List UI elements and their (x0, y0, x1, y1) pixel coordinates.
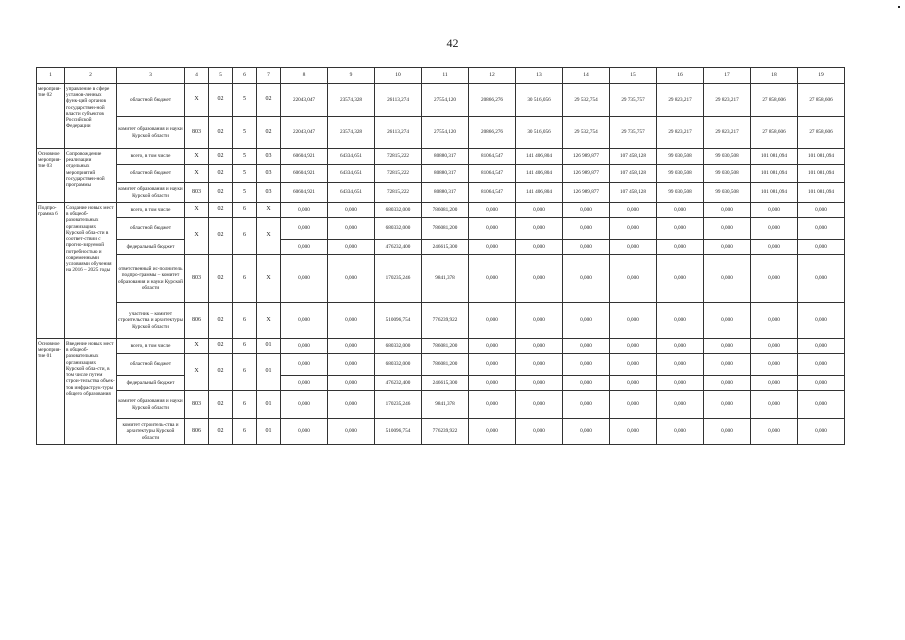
column-number: 12 (469, 68, 516, 84)
table-row (37, 419, 845, 445)
year-amount-cell: 99 030,508 (657, 149, 704, 165)
year-amount-cell: 0,000 (704, 339, 751, 354)
year-amount-cell: 0,000 (798, 354, 845, 376)
year-amount-cell: 0,000 (657, 218, 704, 240)
year-amount-cell: 0,000 (516, 203, 563, 218)
column-number: 1 (37, 68, 65, 84)
budget-code-cell: 803 (185, 117, 209, 149)
year-amount-cell: 786081,200 (422, 203, 469, 218)
year-amount-cell: 476232,400 (375, 240, 422, 255)
year-amount-cell: 0,000 (516, 303, 563, 339)
year-amount-cell: 23574,328 (328, 117, 375, 149)
budget-code-cell: 02 (209, 391, 233, 419)
year-amount-cell: 170235,246 (375, 391, 422, 419)
year-amount-cell: 0,000 (563, 391, 610, 419)
budget-code-cell: X (257, 218, 281, 255)
year-amount-cell: 27554,120 (422, 84, 469, 117)
column-number: 13 (516, 68, 563, 84)
year-amount-cell: 0,000 (657, 376, 704, 391)
year-amount-cell: 0,000 (704, 354, 751, 376)
year-amount-cell: 0,000 (516, 354, 563, 376)
year-amount-cell: 0,000 (798, 240, 845, 255)
year-amount-cell: 81064,547 (469, 149, 516, 165)
year-amount-cell: 0,000 (798, 303, 845, 339)
year-amount-cell: 0,000 (469, 240, 516, 255)
budget-code-cell: X (185, 84, 209, 117)
column-number: 18 (751, 68, 798, 84)
year-amount-cell: 680332,000 (375, 218, 422, 240)
year-amount-cell: 0,000 (610, 354, 657, 376)
year-amount-cell: 81064,547 (469, 165, 516, 183)
year-amount-cell: 0,000 (281, 376, 328, 391)
year-amount-cell: 0,000 (657, 419, 704, 445)
year-amount-cell: 23574,328 (328, 84, 375, 117)
year-amount-cell: 0,000 (516, 218, 563, 240)
year-amount-cell: 0,000 (798, 391, 845, 419)
budget-code-cell: 803 (185, 183, 209, 203)
column-number: 19 (798, 68, 845, 84)
year-amount-cell: 29 823,217 (657, 84, 704, 117)
budget-code-cell: X (257, 203, 281, 218)
year-amount-cell: 0,000 (281, 419, 328, 445)
budget-code-cell: 02 (209, 165, 233, 183)
measure-name-cell: Создание новых мест в общеоб-разовательных организациях Курской обла-сти в соответ-ствии с прогно-зируемой потребностью и современными условиями обучения на 2016 – 2025 годы (65, 203, 117, 339)
budget-code-cell: 02 (209, 84, 233, 117)
table-row (37, 391, 845, 419)
budget-code-cell: X (185, 354, 209, 391)
year-amount-cell: 0,000 (469, 354, 516, 376)
year-amount-cell: 0,000 (281, 339, 328, 354)
year-amount-cell: 0,000 (704, 255, 751, 303)
year-amount-cell: 72815,222 (375, 165, 422, 183)
column-number: 14 (563, 68, 610, 84)
budget-code-cell: 03 (257, 183, 281, 203)
budget-code-cell: 02 (209, 419, 233, 445)
year-amount-cell: 0,000 (751, 391, 798, 419)
year-amount-cell: 9841,378 (422, 391, 469, 419)
table-row (37, 165, 845, 183)
budget-code-cell: 02 (257, 117, 281, 149)
year-amount-cell: 0,000 (657, 354, 704, 376)
year-amount-cell: 22043,047 (281, 84, 328, 117)
table-row (37, 339, 845, 354)
year-amount-cell: 0,000 (516, 376, 563, 391)
year-amount-cell: 0,000 (751, 203, 798, 218)
year-amount-cell: 26113,274 (375, 84, 422, 117)
year-amount-cell: 0,000 (328, 303, 375, 339)
year-amount-cell: 0,000 (563, 218, 610, 240)
measure-status-cell: Подпро-грамма 6 (37, 203, 65, 339)
budget-code-cell: 6 (233, 354, 257, 391)
year-amount-cell: 0,000 (563, 354, 610, 376)
year-amount-cell: 60604,921 (281, 183, 328, 203)
year-amount-cell: 101 081,094 (798, 183, 845, 203)
year-amount-cell: 126 989,877 (563, 165, 610, 183)
year-amount-cell: 101 081,094 (751, 149, 798, 165)
table-row (37, 354, 845, 376)
year-amount-cell: 0,000 (610, 303, 657, 339)
year-amount-cell: 0,000 (657, 339, 704, 354)
table-row (37, 218, 845, 240)
year-amount-cell: 29 532,754 (563, 117, 610, 149)
table-row (37, 149, 845, 165)
funding-source-cell: комитет образования и науки Курской области (117, 183, 185, 203)
funding-source-cell: областной бюджет (117, 165, 185, 183)
funding-source-cell: областной бюджет (117, 84, 185, 117)
measure-name-cell: Сопровождение реализации отдельных мероприятий государствен-ной программы (65, 149, 117, 203)
year-amount-cell: 99 030,508 (657, 183, 704, 203)
budget-code-cell: 6 (233, 419, 257, 445)
column-number: 17 (704, 68, 751, 84)
year-amount-cell: 80880,317 (422, 183, 469, 203)
year-amount-cell: 0,000 (657, 240, 704, 255)
year-amount-cell: 0,000 (657, 203, 704, 218)
year-amount-cell: 0,000 (610, 240, 657, 255)
year-amount-cell: 0,000 (516, 240, 563, 255)
funding-source-cell: федеральный бюджет (117, 240, 185, 255)
year-amount-cell: 80880,317 (422, 165, 469, 183)
year-amount-cell: 0,000 (469, 255, 516, 303)
year-amount-cell: 0,000 (751, 354, 798, 376)
budget-code-cell: 02 (209, 149, 233, 165)
year-amount-cell: 27 858,606 (751, 84, 798, 117)
year-amount-cell: 0,000 (798, 203, 845, 218)
year-amount-cell: 0,000 (657, 391, 704, 419)
year-amount-cell: 60604,921 (281, 165, 328, 183)
year-amount-cell: 29 823,217 (657, 117, 704, 149)
year-amount-cell: 0,000 (704, 376, 751, 391)
budget-code-cell: X (185, 165, 209, 183)
year-amount-cell: 26113,274 (375, 117, 422, 149)
year-amount-cell: 0,000 (328, 339, 375, 354)
budget-code-cell: X (185, 149, 209, 165)
year-amount-cell: 786081,200 (422, 339, 469, 354)
year-amount-cell: 29 532,754 (563, 84, 610, 117)
funding-source-cell: комитет образования и науки Курской области (117, 117, 185, 149)
budget-code-cell: 6 (233, 339, 257, 354)
year-amount-cell: 27 858,606 (798, 117, 845, 149)
year-amount-cell: 0,000 (563, 339, 610, 354)
year-amount-cell: 0,000 (563, 376, 610, 391)
year-amount-cell: 107 458,128 (610, 183, 657, 203)
year-amount-cell: 776239,922 (422, 419, 469, 445)
page-number: 42 (446, 36, 459, 50)
year-amount-cell: 101 081,094 (751, 183, 798, 203)
year-amount-cell: 0,000 (563, 203, 610, 218)
funding-source-cell: участник – комитет строительства и архитектуры Курской области (117, 303, 185, 339)
budget-code-cell: 02 (209, 117, 233, 149)
year-amount-cell: 0,000 (469, 391, 516, 419)
budget-code-cell: 6 (233, 218, 257, 255)
column-number: 2 (65, 68, 117, 84)
year-amount-cell: 99 030,508 (704, 165, 751, 183)
budget-code-cell: 01 (257, 391, 281, 419)
year-amount-cell: 776239,922 (422, 303, 469, 339)
year-amount-cell: 0,000 (328, 354, 375, 376)
year-amount-cell: 0,000 (281, 303, 328, 339)
year-amount-cell: 0,000 (798, 339, 845, 354)
year-amount-cell: 141 406,804 (516, 165, 563, 183)
year-amount-cell: 0,000 (704, 218, 751, 240)
measure-name-cell: управление в сфере установ-ленных функ-ций органов государствен-ной власти субъектов Российской Федерации (65, 84, 117, 149)
year-amount-cell: 0,000 (563, 240, 610, 255)
year-amount-cell: 9841,378 (422, 255, 469, 303)
budget-code-cell: 5 (233, 84, 257, 117)
budget-code-cell: 03 (257, 149, 281, 165)
year-amount-cell: 0,000 (563, 255, 610, 303)
year-amount-cell: 680332,000 (375, 203, 422, 218)
year-amount-cell: 0,000 (751, 255, 798, 303)
year-amount-cell: 0,000 (657, 303, 704, 339)
column-number: 11 (422, 68, 469, 84)
year-amount-cell: 0,000 (657, 255, 704, 303)
year-amount-cell: 0,000 (563, 419, 610, 445)
budget-code-cell: 02 (209, 203, 233, 218)
year-amount-cell: 170235,246 (375, 255, 422, 303)
year-amount-cell: 0,000 (610, 376, 657, 391)
year-amount-cell: 0,000 (469, 203, 516, 218)
year-amount-cell: 0,000 (610, 203, 657, 218)
year-amount-cell: 101 081,094 (798, 149, 845, 165)
funding-source-cell: областной бюджет (117, 218, 185, 240)
year-amount-cell: 0,000 (516, 255, 563, 303)
year-amount-cell: 60604,921 (281, 149, 328, 165)
measure-status-cell: мероприя-тие 02 (37, 84, 65, 149)
year-amount-cell: 0,000 (610, 218, 657, 240)
year-amount-cell: 29 735,757 (610, 117, 657, 149)
budget-code-cell: 5 (233, 165, 257, 183)
column-number: 6 (233, 68, 257, 84)
budget-code-cell: 02 (209, 354, 233, 391)
year-amount-cell: 0,000 (469, 376, 516, 391)
budget-code-cell: 01 (257, 339, 281, 354)
year-amount-cell: 510096,754 (375, 419, 422, 445)
year-amount-cell: 0,000 (798, 255, 845, 303)
year-amount-cell: 81064,547 (469, 183, 516, 203)
year-amount-cell: 64334,651 (328, 183, 375, 203)
year-amount-cell: 80880,317 (422, 149, 469, 165)
column-number: 4 (185, 68, 209, 84)
year-amount-cell: 0,000 (469, 419, 516, 445)
funding-source-cell: федеральный бюджет (117, 376, 185, 391)
year-amount-cell: 0,000 (751, 240, 798, 255)
year-amount-cell: 0,000 (516, 339, 563, 354)
year-amount-cell: 786081,200 (422, 354, 469, 376)
budget-code-cell: 5 (233, 117, 257, 149)
budget-code-cell: 5 (233, 149, 257, 165)
year-amount-cell: 0,000 (610, 391, 657, 419)
year-amount-cell: 29 823,217 (704, 117, 751, 149)
year-amount-cell: 0,000 (610, 419, 657, 445)
table-row (37, 203, 845, 218)
column-number: 10 (375, 68, 422, 84)
year-amount-cell: 0,000 (751, 339, 798, 354)
year-amount-cell: 0,000 (328, 376, 375, 391)
funding-source-cell: всего, в том числе (117, 339, 185, 354)
column-number: 16 (657, 68, 704, 84)
table-row (37, 255, 845, 303)
funding-source-cell: комитет строитель-ства и архитектуры Курской области (117, 419, 185, 445)
year-amount-cell: 0,000 (516, 419, 563, 445)
budget-code-cell: 806 (185, 303, 209, 339)
budget-code-cell: 6 (233, 203, 257, 218)
budget-code-cell: 806 (185, 419, 209, 445)
table-row (37, 183, 845, 203)
year-amount-cell: 126 989,877 (563, 183, 610, 203)
year-amount-cell: 0,000 (516, 391, 563, 419)
budget-code-cell: 01 (257, 354, 281, 391)
budget-code-cell: 02 (209, 339, 233, 354)
year-amount-cell: 126 989,877 (563, 149, 610, 165)
year-amount-cell: 510096,754 (375, 303, 422, 339)
column-number: 9 (328, 68, 375, 84)
funding-source-cell: областной бюджет (117, 354, 185, 376)
year-amount-cell: 0,000 (798, 376, 845, 391)
year-amount-cell: 0,000 (328, 391, 375, 419)
year-amount-cell: 0,000 (328, 218, 375, 240)
budget-code-cell: 01 (257, 419, 281, 445)
budget-code-cell: X (257, 255, 281, 303)
year-amount-cell: 0,000 (328, 203, 375, 218)
year-amount-cell: 29 823,217 (704, 84, 751, 117)
year-amount-cell: 0,000 (328, 419, 375, 445)
year-amount-cell: 29 735,757 (610, 84, 657, 117)
year-amount-cell: 0,000 (469, 218, 516, 240)
year-amount-cell: 0,000 (328, 240, 375, 255)
year-amount-cell: 786081,200 (422, 218, 469, 240)
table-row (37, 303, 845, 339)
table-row (37, 117, 845, 149)
year-amount-cell: 0,000 (469, 339, 516, 354)
year-amount-cell: 680332,000 (375, 339, 422, 354)
year-amount-cell: 0,000 (610, 255, 657, 303)
year-amount-cell: 0,000 (704, 240, 751, 255)
year-amount-cell: 246615,300 (422, 240, 469, 255)
year-amount-cell: 27 858,606 (798, 84, 845, 117)
year-amount-cell: 0,000 (751, 376, 798, 391)
year-amount-cell: 0,000 (798, 218, 845, 240)
year-amount-cell: 0,000 (704, 419, 751, 445)
budget-code-cell: 02 (209, 183, 233, 203)
year-amount-cell: 107 458,128 (610, 149, 657, 165)
year-amount-cell: 0,000 (469, 303, 516, 339)
year-amount-cell: 22043,047 (281, 117, 328, 149)
year-amount-cell: 141 406,804 (516, 183, 563, 203)
year-amount-cell: 64334,651 (328, 165, 375, 183)
year-amount-cell: 0,000 (281, 354, 328, 376)
year-amount-cell: 64334,651 (328, 149, 375, 165)
budget-code-cell: 6 (233, 255, 257, 303)
table-row (37, 240, 845, 255)
year-amount-cell: 476232,400 (375, 376, 422, 391)
column-number: 3 (117, 68, 185, 84)
budget-code-cell: 03 (257, 165, 281, 183)
year-amount-cell: 0,000 (281, 240, 328, 255)
year-amount-cell: 30 516,056 (516, 84, 563, 117)
budget-code-cell: 02 (209, 218, 233, 255)
budget-code-cell: X (185, 218, 209, 255)
budget-code-cell: 6 (233, 303, 257, 339)
year-amount-cell: 72815,222 (375, 149, 422, 165)
year-amount-cell: 72815,222 (375, 183, 422, 203)
budget-code-cell: 5 (233, 183, 257, 203)
year-amount-cell: 99 030,508 (704, 149, 751, 165)
year-amount-cell: 0,000 (610, 339, 657, 354)
year-amount-cell: 0,000 (751, 419, 798, 445)
year-amount-cell: 246615,300 (422, 376, 469, 391)
year-amount-cell: 0,000 (798, 419, 845, 445)
measure-name-cell: Введение новых мест в общеоб-разовательных организациях Курской обла-сти, в том числе путем строи-тельства объек-тов инфраструк-туры общего образования (65, 339, 117, 445)
budget-code-cell: 02 (209, 303, 233, 339)
year-amount-cell: 0,000 (328, 255, 375, 303)
year-amount-cell: 680332,000 (375, 354, 422, 376)
year-amount-cell: 0,000 (281, 218, 328, 240)
year-amount-cell: 101 081,094 (751, 165, 798, 183)
column-number: 7 (257, 68, 281, 84)
year-amount-cell: 0,000 (704, 391, 751, 419)
year-amount-cell: 27554,120 (422, 117, 469, 149)
funding-source-cell: всего, в том числе (117, 203, 185, 218)
measure-status-cell: Основное мероприя-тие 01 (37, 339, 65, 445)
year-amount-cell: 0,000 (751, 303, 798, 339)
column-number: 8 (281, 68, 328, 84)
table-row (37, 84, 845, 117)
table-row (37, 376, 845, 391)
year-amount-cell: 0,000 (751, 218, 798, 240)
column-number: 15 (610, 68, 657, 84)
funding-source-cell: ответственный ис-полнитель подпро-граммы – комитет образования и науки Курской области (117, 255, 185, 303)
budget-code-cell: X (257, 303, 281, 339)
year-amount-cell: 20866,276 (469, 84, 516, 117)
year-amount-cell: 0,000 (704, 203, 751, 218)
budget-code-cell: 803 (185, 255, 209, 303)
scan-mark (898, 6, 900, 8)
program-funding-table (36, 67, 845, 445)
budget-code-cell: X (185, 203, 209, 218)
funding-source-cell: всего, в том числе (117, 149, 185, 165)
measure-status-cell: Основное мероприя-тие 03 (37, 149, 65, 203)
column-number: 5 (209, 68, 233, 84)
year-amount-cell: 27 858,606 (751, 117, 798, 149)
year-amount-cell: 0,000 (281, 203, 328, 218)
funding-source-cell: комитет образования и науки Курской области (117, 391, 185, 419)
year-amount-cell: 20866,276 (469, 117, 516, 149)
year-amount-cell: 101 081,094 (798, 165, 845, 183)
year-amount-cell: 107 458,128 (610, 165, 657, 183)
year-amount-cell: 0,000 (281, 255, 328, 303)
year-amount-cell: 0,000 (281, 391, 328, 419)
year-amount-cell: 141 406,804 (516, 149, 563, 165)
budget-code-cell: 02 (257, 84, 281, 117)
year-amount-cell: 30 516,056 (516, 117, 563, 149)
year-amount-cell: 99 030,508 (704, 183, 751, 203)
budget-code-cell: 803 (185, 391, 209, 419)
year-amount-cell: 99 030,508 (657, 165, 704, 183)
budget-code-cell: 02 (209, 255, 233, 303)
budget-code-cell: 6 (233, 391, 257, 419)
budget-code-cell: X (185, 339, 209, 354)
year-amount-cell: 0,000 (563, 303, 610, 339)
column-number-row (37, 68, 845, 84)
year-amount-cell: 0,000 (704, 303, 751, 339)
